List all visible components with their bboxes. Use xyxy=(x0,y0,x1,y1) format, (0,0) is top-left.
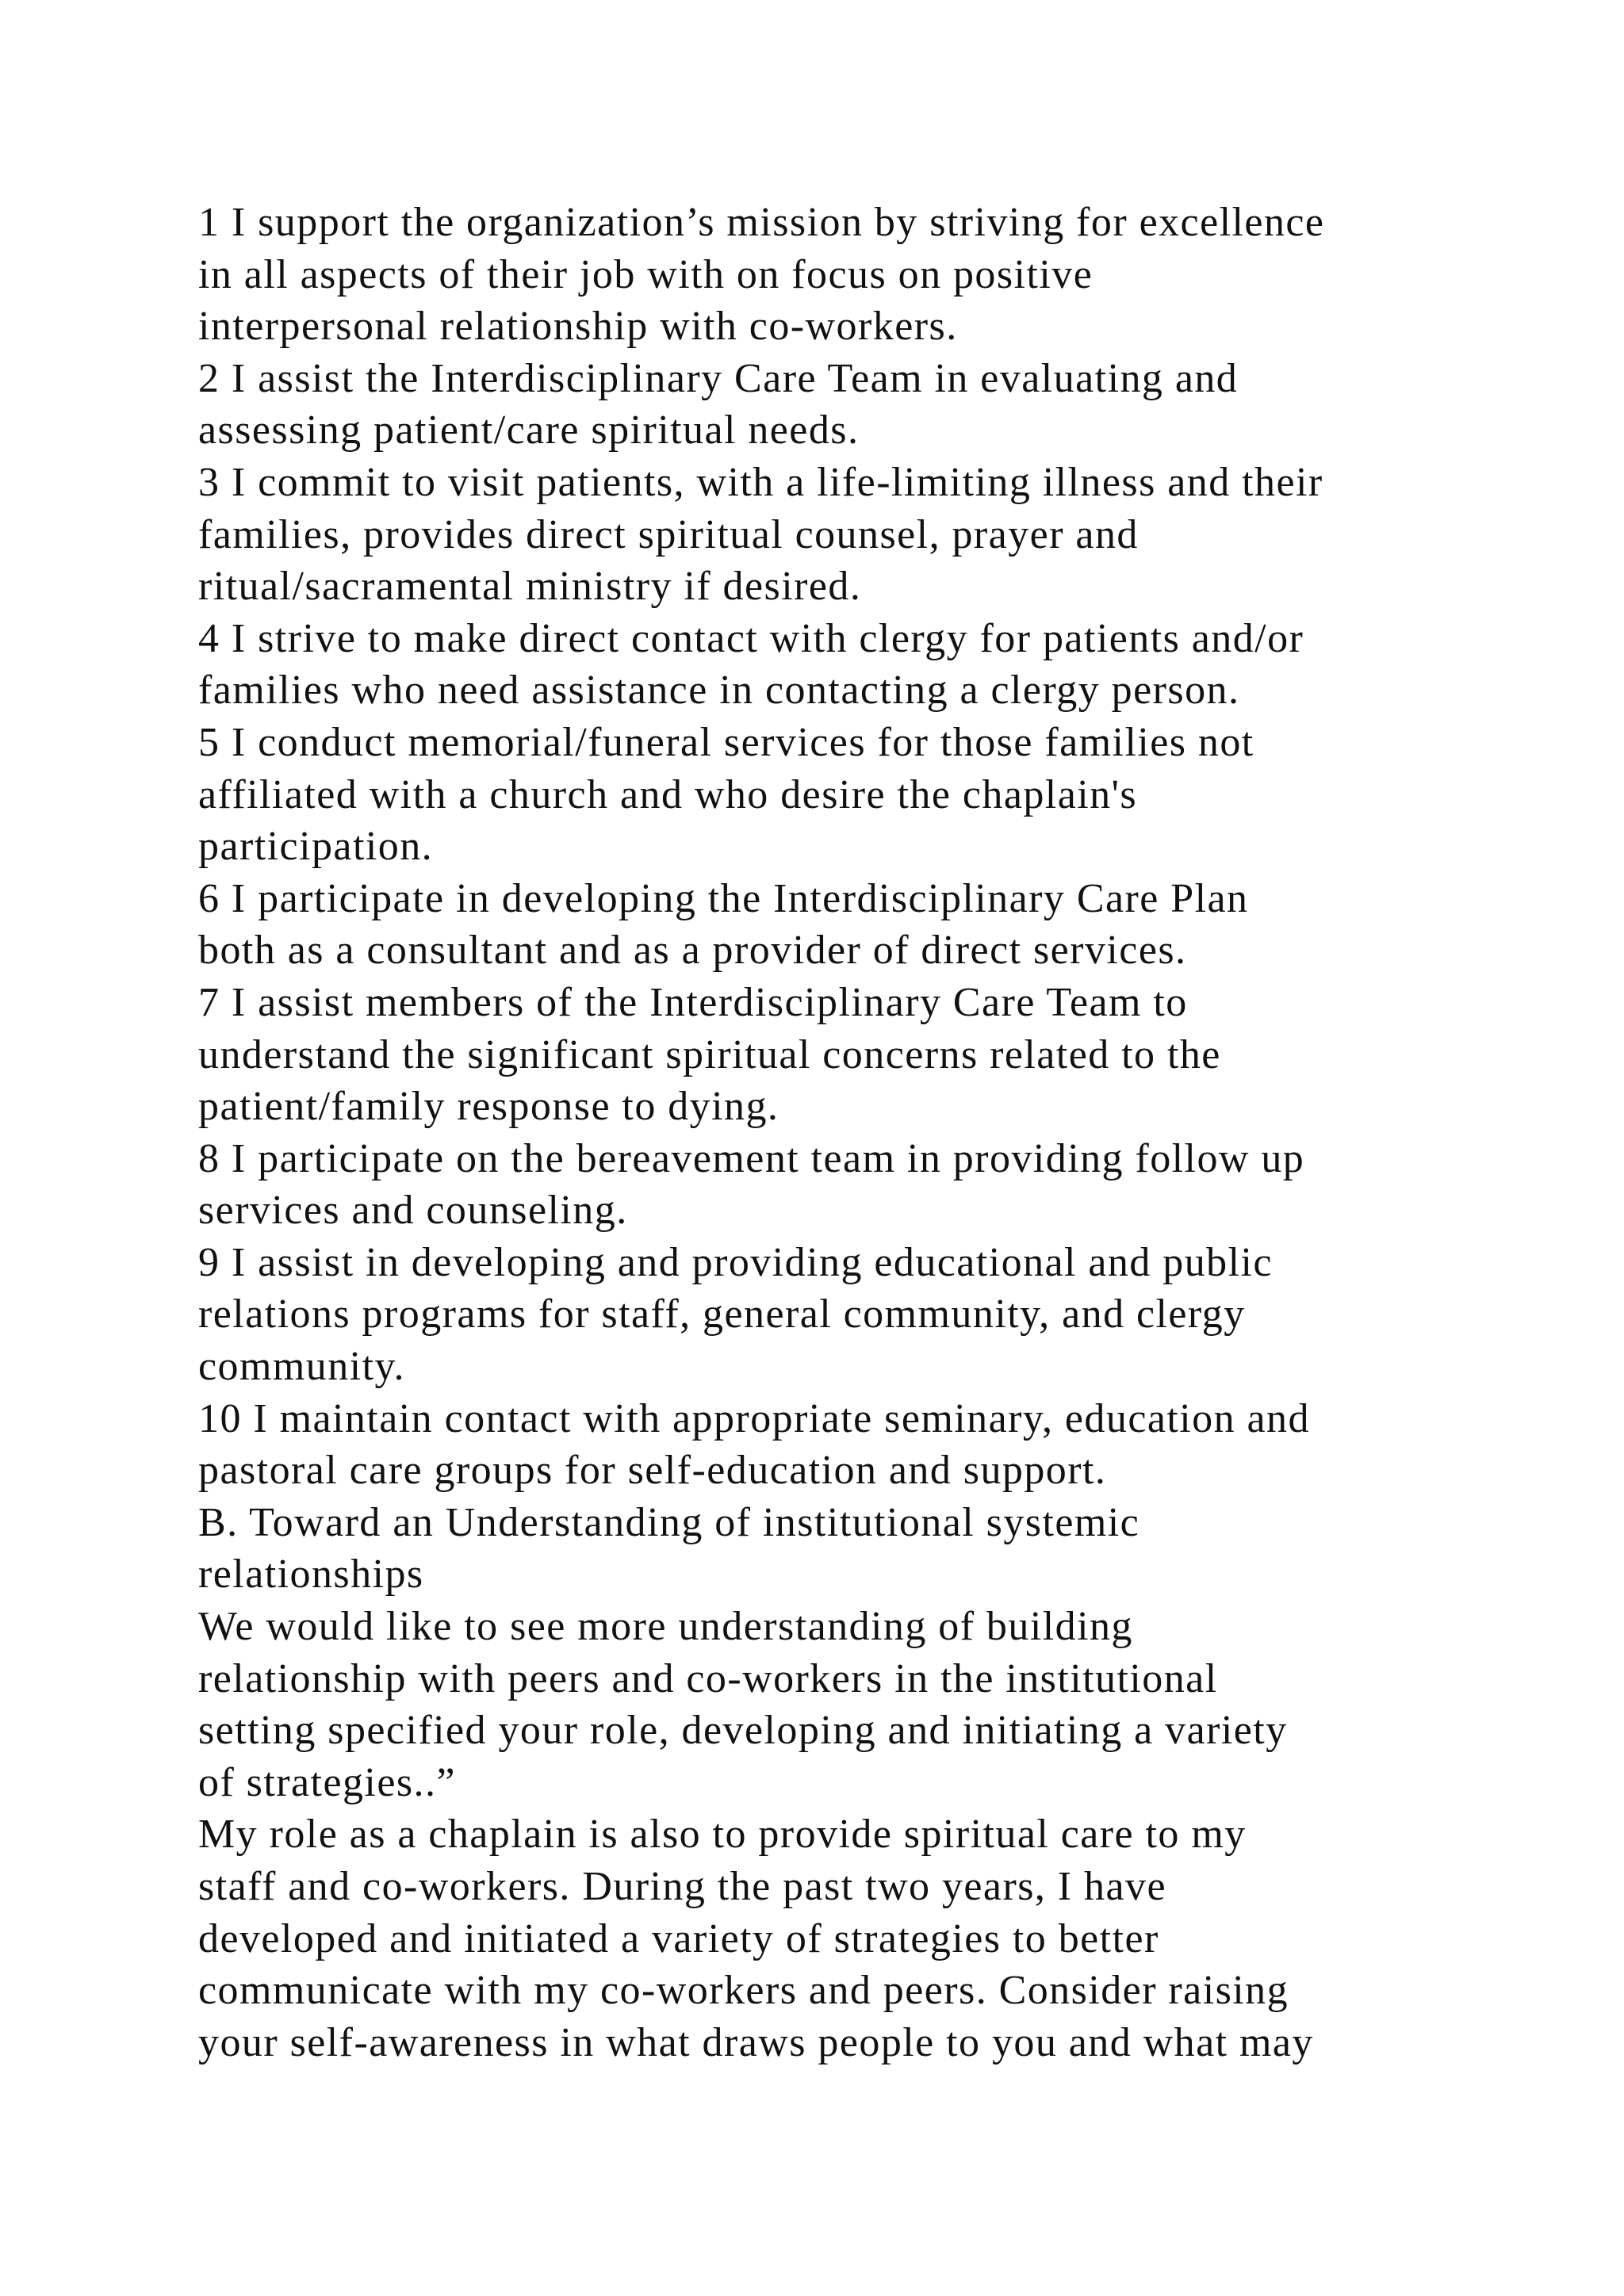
text-line: developed and initiated a variety of strategies to better xyxy=(198,1915,1159,1961)
text-line: families who need assistance in contacting a clergy person. xyxy=(198,668,1240,714)
text-line: staff and co-workers. During the past two years, I have xyxy=(198,1864,1166,1909)
text-line: services and counseling. xyxy=(198,1188,628,1234)
text-line: 10 I maintain contact with appropriate seminary, education and xyxy=(198,1395,1310,1441)
text-line: families, provides direct spiritual counsel, prayer and xyxy=(198,511,1139,557)
text-line: relationships xyxy=(198,1552,424,1598)
text-line: 8 I participate on the bereavement team in providing follow up xyxy=(198,1135,1305,1181)
text-line: My role as a chaplain is also to provide spiritual care to my xyxy=(198,1812,1247,1858)
text-line: interpersonal relationship with co-workers. xyxy=(198,304,958,350)
text-line: relationship with peers and co-workers in the institutional xyxy=(198,1655,1218,1701)
document-body xyxy=(198,197,1515,2068)
text-line: ritual/sacramental ministry if desired. xyxy=(198,564,862,610)
text-line: We would like to see more understanding of building xyxy=(198,1604,1133,1650)
text-line: both as a consultant and as a provider of direct services. xyxy=(198,928,1187,974)
text-line: 1 I support the organization’s mission by striving for excellence xyxy=(198,200,1325,245)
text-line: 4 I strive to make direct contact with clergy for patients and/or xyxy=(198,615,1304,661)
text-line: 7 I assist members of the Interdisciplinary Care Team to xyxy=(198,979,1188,1025)
text-line: communicate with my co-workers and peers. Consider raising xyxy=(198,1968,1289,2014)
text-line: understand the significant spiritual concerns related to the xyxy=(198,1031,1221,1077)
text-line: pastoral care groups for self-education and support. xyxy=(198,1448,1107,1494)
text-line: relations programs for staff, general community, and clergy xyxy=(198,1292,1246,1337)
text-line: your self-awareness in what draws people to you and what may xyxy=(198,2019,1314,2065)
text-line: affiliated with a church and who desire the chaplain's xyxy=(198,771,1138,817)
text-line: 3 I commit to visit patients, with a life-limiting illness and their xyxy=(198,459,1323,505)
text-line: 9 I assist in developing and providing educational and public xyxy=(198,1239,1273,1285)
text-line: 2 I assist the Interdisciplinary Care Team in evaluating and xyxy=(198,355,1239,401)
text-line: assessing patient/care spiritual needs. xyxy=(198,408,860,453)
text-line: of strategies..” xyxy=(198,1759,456,1805)
text-line: community. xyxy=(198,1344,405,1390)
text-line: B. Toward an Understanding of institutional systemic xyxy=(198,1499,1140,1545)
text-line: 5 I conduct memorial/funeral services for those families not xyxy=(198,719,1254,765)
text-line: setting specified your role, developing and initiating a variety xyxy=(198,1708,1288,1754)
text-line: participation. xyxy=(198,824,434,870)
text-line: in all aspects of their job with on focus on positive xyxy=(198,251,1094,297)
text-line: patient/family response to dying. xyxy=(198,1084,779,1130)
text-line: 6 I participate in developing the Interdisciplinary Care Plan xyxy=(198,875,1249,921)
